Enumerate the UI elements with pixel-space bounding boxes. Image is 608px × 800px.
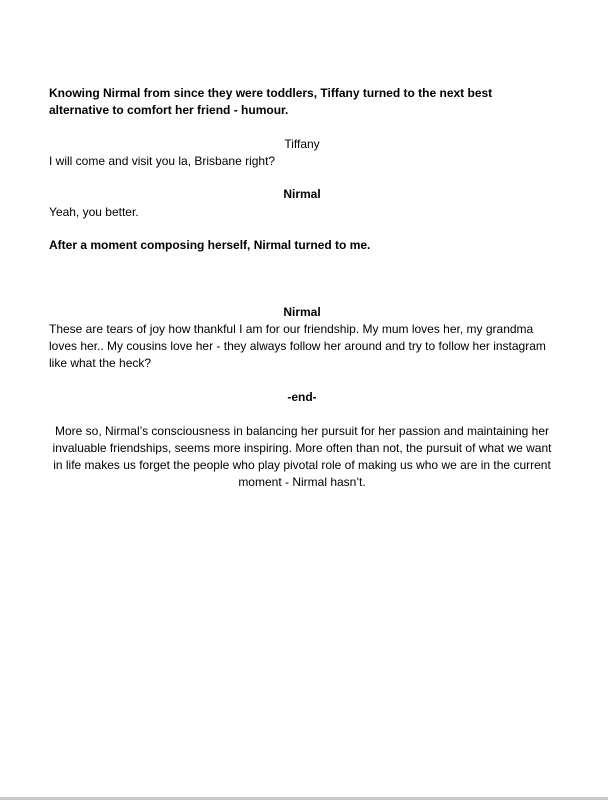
dialogue-nirmal-long: These are tears of joy how thankful I am for our friendship. My mum loves her, my grandma loves her.. My cousins love her - they always follow her around and try to follow her instagram like what the heck?	[49, 322, 546, 370]
dialogue-nirmal-short: Yeah, you better.	[49, 205, 139, 219]
character-name-nirmal: Nirmal	[283, 187, 321, 201]
closing-paragraph: More so, Nirmal’s consciousness in balancing her pursuit for her passion and maintaining her invaluable friendships, seems more inspiring. More often than not, the pursuit of what we want in life makes us forget the people who play pivotal role of making us who we are in the current moment - Nirmal hasn’t.	[52, 424, 552, 489]
end-marker: -end-	[287, 390, 317, 404]
script-body	[49, 85, 555, 491]
dialogue-tiffany: I will come and visit you la, Brisbane right?	[49, 154, 276, 168]
action-line-composing: After a moment composing herself, Nirmal turned to me.	[49, 238, 371, 252]
character-name-tiffany: Tiffany	[284, 137, 320, 151]
action-line-toddlers: Knowing Nirmal from since they were toddlers, Tiffany turned to the next best alternative to comfort her friend - humour.	[49, 86, 493, 117]
character-name-nirmal-second: Nirmal	[283, 305, 321, 319]
